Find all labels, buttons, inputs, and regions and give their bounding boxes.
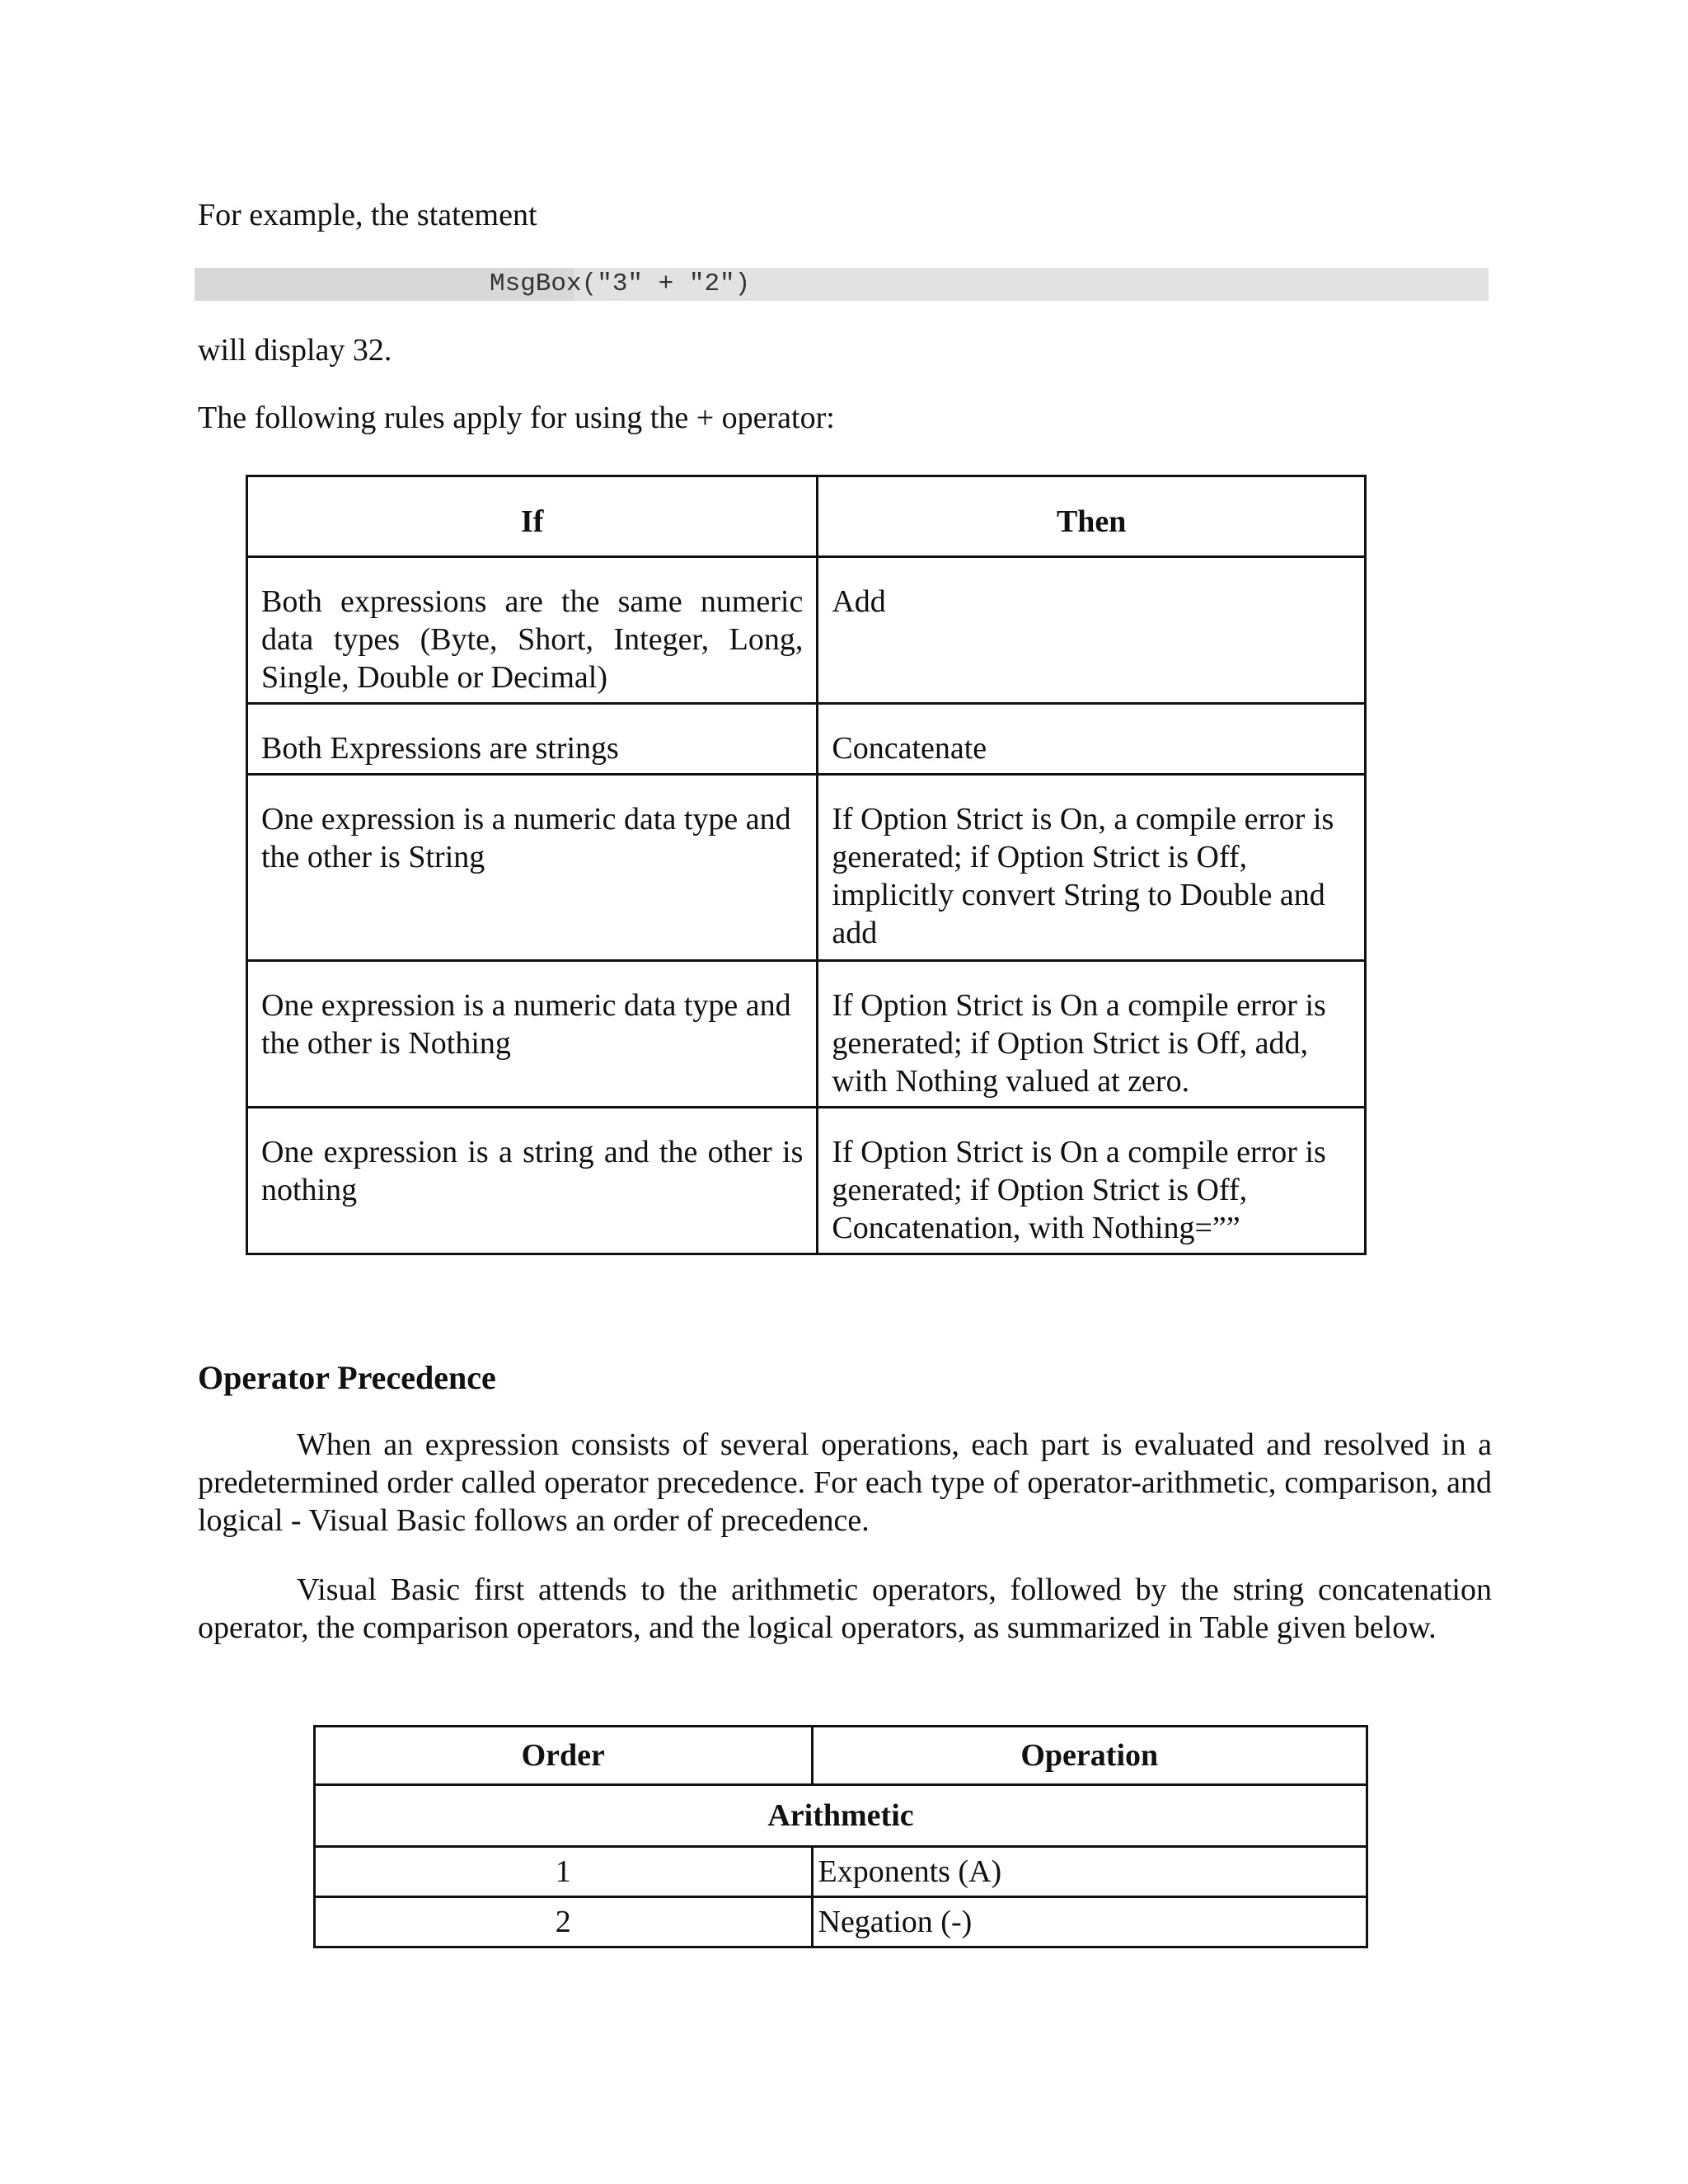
condition-cell: Both expressions are the same numeric data types (Byte, Short, Integer, Long, Single, Double or Decimal) bbox=[247, 557, 818, 704]
operator-rules-table bbox=[246, 475, 1367, 1255]
result-cell: Concatenate bbox=[818, 704, 1366, 775]
header-then: Then bbox=[818, 476, 1366, 557]
table-row bbox=[247, 1108, 1366, 1254]
condition-cell: Both Expressions are strings bbox=[247, 704, 818, 775]
precedence-paragraph-2: Visual Basic first attends to the arithmetic operators, followed by the string concatenation operator, the comparison operators, and the logical operators, as summarized in Table given below. bbox=[198, 1572, 1492, 1645]
header-operation: Operation bbox=[812, 1727, 1367, 1785]
section-heading: Operator Precedence bbox=[198, 1359, 496, 1396]
table-header-row bbox=[315, 1727, 1367, 1785]
table-group-row bbox=[315, 1785, 1367, 1847]
group-arithmetic: Arithmetic bbox=[315, 1785, 1367, 1847]
table-row bbox=[315, 1897, 1367, 1947]
result-cell: If Option Strict is On, a compile error is generated; if Option Strict is Off, implicitly convert String to Double and add bbox=[818, 775, 1366, 961]
table-row bbox=[247, 961, 1366, 1108]
result-cell: If Option Strict is On a compile error is generated; if Option Strict is Off, Concatenation, with Nothing=”” bbox=[818, 1108, 1366, 1254]
order-cell: 2 bbox=[315, 1897, 813, 1947]
operation-cell: Negation (-) bbox=[812, 1897, 1367, 1947]
code-block bbox=[195, 268, 1489, 301]
code-text: MsgBox("3" + "2") bbox=[490, 269, 751, 298]
intro-line-3: The following rules apply for using the + operator: bbox=[198, 401, 835, 435]
table-row bbox=[247, 557, 1366, 704]
header-if: If bbox=[247, 476, 818, 557]
order-cell: 1 bbox=[315, 1847, 813, 1897]
header-order: Order bbox=[315, 1727, 813, 1785]
precedence-paragraph-1: When an expression consists of several operations, each part is evaluated and resolved in a predetermined order called operator precedence. For each type of operator-arithmetic, comparison, and logical - Visual Basic follows an order of precedence. bbox=[198, 1427, 1492, 1538]
precedence-table bbox=[313, 1725, 1368, 1948]
intro-line-1: For example, the statement bbox=[198, 198, 537, 232]
result-cell: Add bbox=[818, 557, 1366, 704]
table-header-row bbox=[247, 476, 1366, 557]
table-row bbox=[315, 1847, 1367, 1897]
intro-line-2: will display 32. bbox=[198, 333, 392, 368]
table-row bbox=[247, 775, 1366, 961]
table-row bbox=[247, 704, 1366, 775]
condition-cell: One expression is a numeric data type and the other is Nothing bbox=[247, 961, 818, 1108]
result-cell: If Option Strict is On a compile error is generated; if Option Strict is Off, add, with Nothing valued at zero. bbox=[818, 961, 1366, 1108]
condition-cell: One expression is a string and the other is nothing bbox=[247, 1108, 818, 1254]
operation-cell: Exponents (A) bbox=[812, 1847, 1367, 1897]
condition-cell: One expression is a numeric data type and the other is String bbox=[247, 775, 818, 961]
